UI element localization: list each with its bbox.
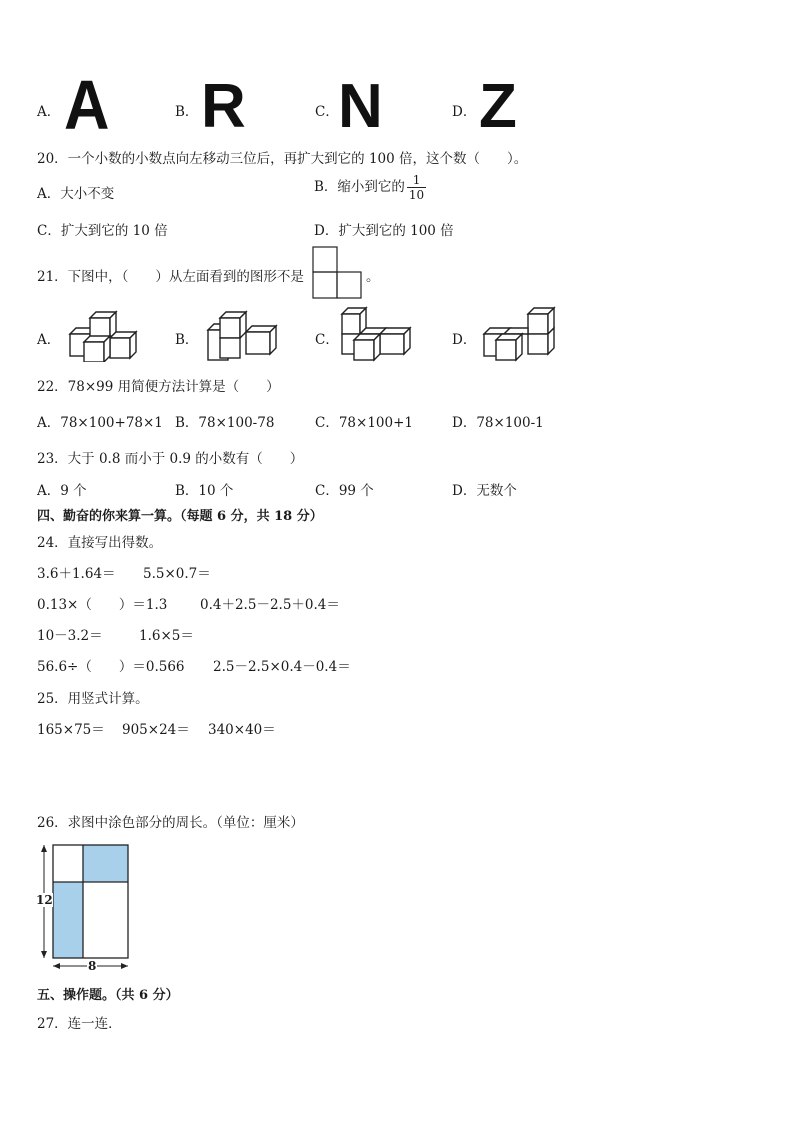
q20-option-b-text: B．缩小到它的 bbox=[314, 179, 405, 195]
q21-option-b-cubes bbox=[204, 310, 280, 362]
q23-option-c: C．99 个 bbox=[315, 483, 374, 499]
q21-option-a-cubes bbox=[66, 306, 140, 362]
q24-item: 0.13×（ ）＝1.3 bbox=[37, 597, 168, 613]
q21-option-c-cubes bbox=[340, 306, 414, 362]
q24-item: 1.6×5＝ bbox=[139, 628, 194, 644]
q22-option-a: A．78×100+78×1 bbox=[37, 415, 163, 431]
q24-item: 0.4＋2.5－2.5＋0.4＝ bbox=[200, 597, 340, 613]
q20-stem: 20．一个小数的小数点向左移动三位后，再扩大到它的 100 倍，这个数（ ）。 bbox=[37, 151, 528, 167]
q26-shaded-top bbox=[83, 845, 128, 882]
q20-fraction-denominator: 10 bbox=[408, 188, 425, 202]
q20-fraction bbox=[407, 173, 426, 202]
q23-stem: 23．大于 0.8 而小于 0.9 的小数有（ ） bbox=[37, 451, 304, 467]
q22-option-b: B．78×100-78 bbox=[175, 415, 275, 431]
q20-option-a: A．大小不变 bbox=[37, 186, 115, 202]
q25-item: 165×75＝ bbox=[37, 722, 105, 738]
q20-option-c: C．扩大到它的 10 倍 bbox=[37, 223, 168, 239]
q24-item: 3.6＋1.64＝ bbox=[37, 566, 116, 582]
q20-option-b bbox=[314, 173, 426, 202]
q25-item: 905×24＝ bbox=[122, 722, 190, 738]
q22-option-d: D．78×100-1 bbox=[452, 415, 544, 431]
q25-item: 340×40＝ bbox=[208, 722, 276, 738]
q21-option-c-label: C． bbox=[315, 332, 339, 348]
q23-option-a: A．9 个 bbox=[37, 483, 87, 499]
q20-fraction-numerator: 1 bbox=[407, 173, 426, 188]
q26-height-label: 12 bbox=[36, 893, 53, 907]
q21-stem: 21．下图中，（ ）从左面看到的图形不是 bbox=[37, 269, 304, 285]
q26-figure bbox=[30, 838, 134, 976]
q21-option-d-cubes bbox=[480, 306, 558, 362]
q24-item: 10－3.2＝ bbox=[37, 628, 103, 644]
q19-option-c-glyph: N bbox=[338, 72, 383, 141]
section-4-heading: 四、勤奋的你来算一算。（每题 6 分，共 18 分） bbox=[37, 509, 323, 524]
q27-stem: 27．连一连． bbox=[37, 1016, 122, 1032]
q21-option-b-label: B． bbox=[175, 332, 199, 348]
q22-stem: 22．78×99 用简便方法计算是（ ） bbox=[37, 379, 280, 395]
q24-item: 56.6÷（ ）＝0.566 bbox=[37, 659, 185, 675]
q19-option-a-glyph: A bbox=[64, 66, 110, 144]
q24-item: 2.5－2.5×0.4－0.4＝ bbox=[213, 659, 351, 675]
q25-stem: 25．用竖式计算。 bbox=[37, 691, 149, 707]
q20-option-d: D．扩大到它的 100 倍 bbox=[314, 223, 454, 239]
q19-option-d-label: D． bbox=[452, 104, 477, 120]
q19-option-a-label: A． bbox=[37, 104, 61, 120]
q21-stem-end: 。 bbox=[366, 269, 380, 285]
q19-option-b-glyph: R bbox=[201, 72, 246, 141]
q21-option-d-label: D． bbox=[452, 332, 477, 348]
q22-option-c: C．78×100+1 bbox=[315, 415, 413, 431]
q23-option-b: B．10 个 bbox=[175, 483, 234, 499]
q21-left-view-figure bbox=[312, 246, 364, 300]
q26-shaded-left bbox=[53, 882, 83, 958]
q21-option-a-label: A． bbox=[37, 332, 61, 348]
section-5-heading: 五、操作题。（共 6 分） bbox=[37, 988, 179, 1003]
q19-option-b-label: B． bbox=[175, 104, 199, 120]
q19-option-c-label: C． bbox=[315, 104, 339, 120]
q24-stem: 24．直接写出得数。 bbox=[37, 535, 163, 551]
q26-stem: 26．求图中涂色部分的周长。（单位：厘米） bbox=[37, 815, 304, 831]
q26-width-label: 8 bbox=[88, 959, 97, 973]
q23-option-d: D．无数个 bbox=[452, 483, 517, 499]
q24-item: 5.5×0.7＝ bbox=[143, 566, 211, 582]
q19-option-d-glyph: Z bbox=[479, 72, 517, 141]
